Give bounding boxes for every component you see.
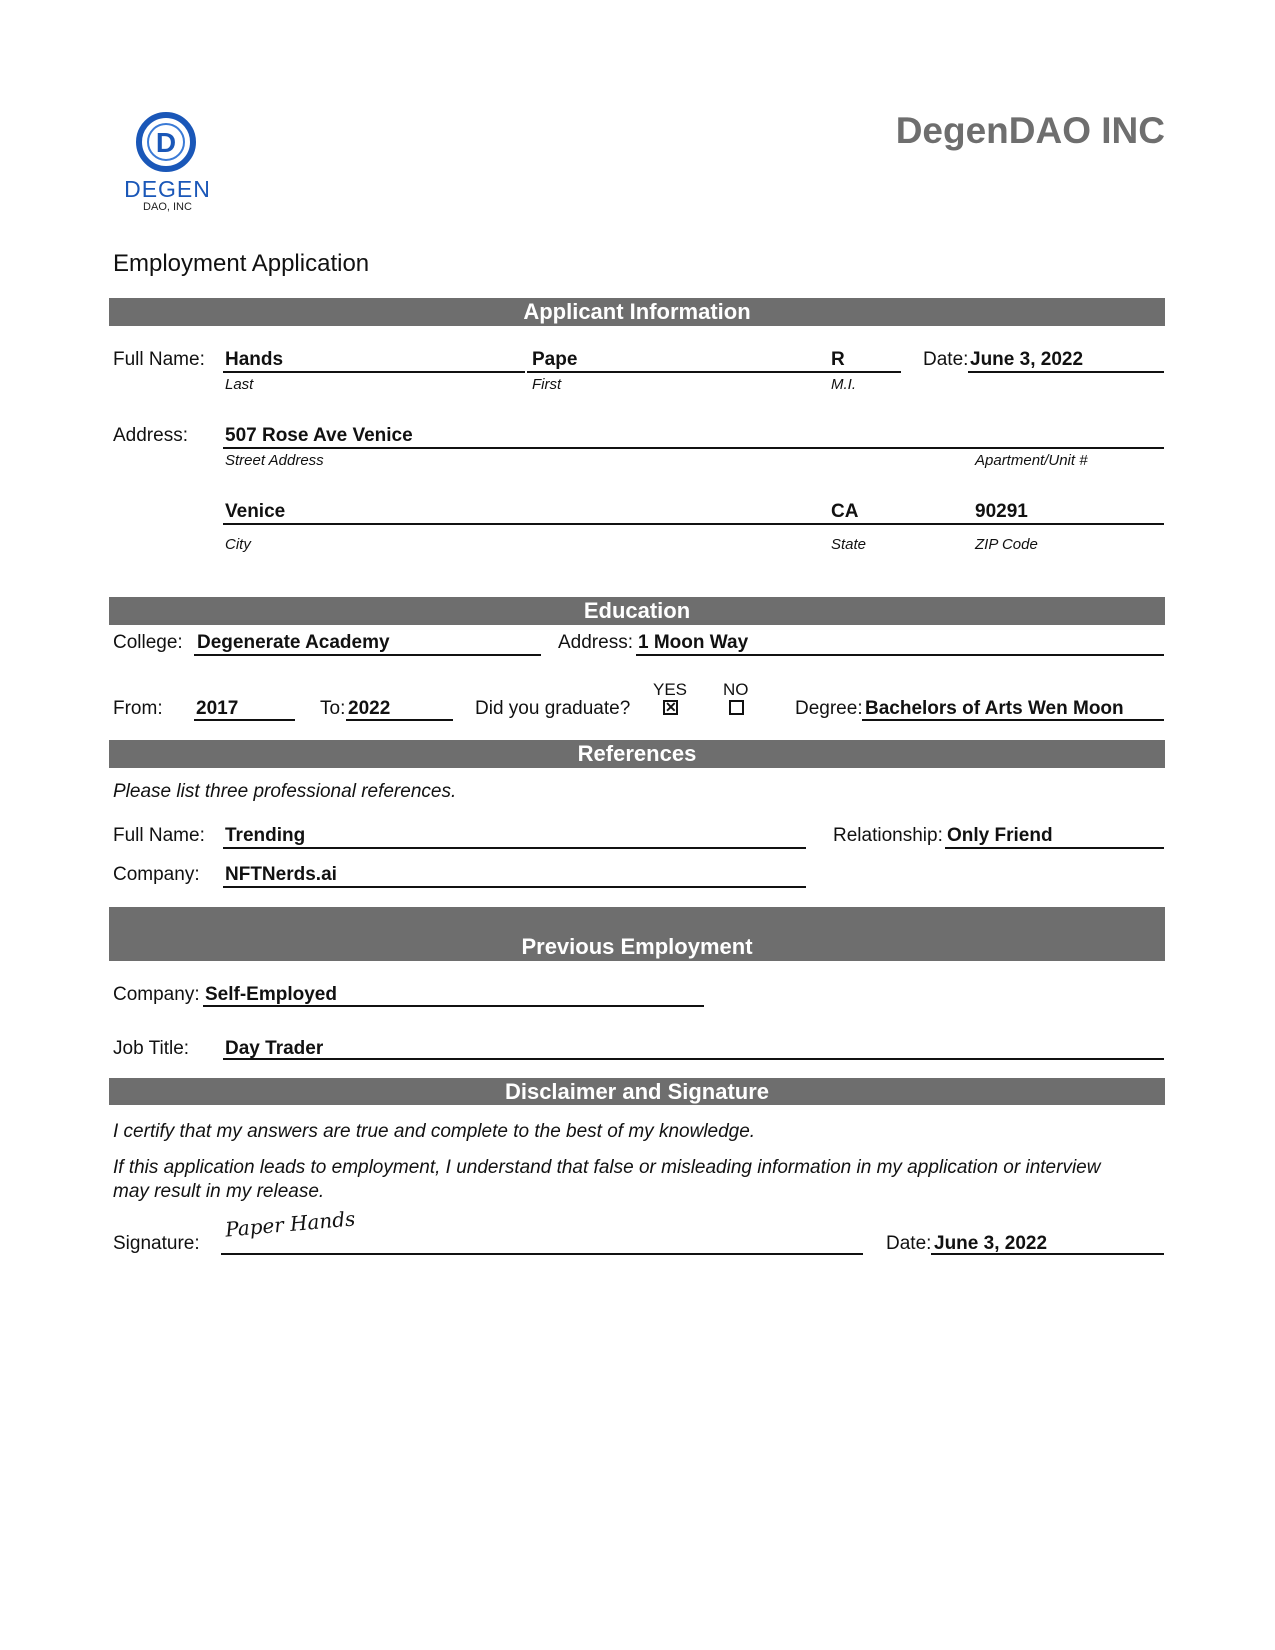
- date-value[interactable]: June 3, 2022: [970, 349, 1084, 370]
- job-title-value[interactable]: Day Trader: [225, 1038, 324, 1059]
- mi-value[interactable]: R: [831, 349, 845, 370]
- last-sublabel: Last: [225, 376, 254, 393]
- ref-full-name-value[interactable]: Trending: [225, 825, 306, 846]
- signature-date-label: Date:: [886, 1233, 932, 1254]
- to-label: To:: [320, 698, 346, 719]
- college-value[interactable]: Degenerate Academy: [197, 632, 390, 653]
- zip-value[interactable]: 90291: [975, 501, 1028, 522]
- section-disclaimer: Disclaimer and Signature: [109, 1078, 1165, 1105]
- prev-company-value[interactable]: Self-Employed: [205, 984, 337, 1005]
- graduate-no-checkbox[interactable]: [729, 700, 744, 715]
- college-address-label: Address:: [558, 632, 633, 653]
- degree-label: Degree:: [795, 698, 863, 719]
- to-value[interactable]: 2022: [348, 698, 391, 719]
- street-sublabel: Street Address: [225, 452, 324, 469]
- mi-line: [829, 371, 901, 373]
- last-name-value[interactable]: Hands: [225, 349, 284, 370]
- street-value[interactable]: 507 Rose Ave Venice: [225, 425, 413, 446]
- from-value[interactable]: 2017: [196, 698, 239, 719]
- first-name-value[interactable]: Pape: [532, 349, 578, 370]
- graduate-yes-checkbox[interactable]: [663, 700, 678, 715]
- prev-company-label: Company:: [113, 984, 200, 1005]
- first-sublabel: First: [532, 376, 562, 393]
- city-value[interactable]: Venice: [225, 501, 286, 522]
- checkbox-check-icon: ✕: [665, 699, 677, 715]
- graduate-label: Did you graduate?: [475, 698, 631, 719]
- signature-date-line: [931, 1253, 1164, 1255]
- college-line: [194, 654, 541, 656]
- date-label: Date:: [923, 349, 969, 370]
- disclaimer-text-2: If this application leads to employment, I understand that false or misleading information in my application or interview may result in my release.: [113, 1157, 1101, 1202]
- first-name-line: [527, 371, 829, 373]
- city-state-zip-line: [223, 523, 1164, 525]
- ref-company-line: [223, 886, 806, 888]
- city-sublabel: City: [225, 536, 251, 553]
- from-label: From:: [113, 698, 163, 719]
- from-line: [194, 719, 295, 721]
- full-name-label: Full Name:: [113, 349, 205, 370]
- disclaimer-text-1: I certify that my answers are true and complete to the best of my knowledge.: [113, 1121, 756, 1142]
- logo-subtext: DAO, INC: [143, 201, 192, 213]
- street-line: [223, 447, 1164, 449]
- last-name-line: [223, 371, 525, 373]
- ref-company-value[interactable]: NFTNerds.ai: [225, 864, 337, 885]
- ref-company-label: Company:: [113, 864, 200, 885]
- ref-full-name-label: Full Name:: [113, 825, 205, 846]
- relationship-line: [945, 847, 1164, 849]
- degree-line: [862, 719, 1164, 721]
- college-address-value[interactable]: 1 Moon Way: [638, 632, 749, 653]
- prev-company-line: [203, 1005, 704, 1007]
- signature-label: Signature:: [113, 1233, 200, 1254]
- logo-letter: D: [155, 127, 177, 158]
- state-sublabel: State: [831, 536, 867, 553]
- signature-value[interactable]: Paper Hands: [224, 1206, 357, 1242]
- zip-sublabel: ZIP Code: [975, 536, 1038, 553]
- job-title-line: [223, 1058, 1164, 1060]
- company-logo: [110, 112, 225, 222]
- ref-full-name-line: [223, 847, 806, 849]
- section-education: Education: [109, 597, 1165, 625]
- college-label: College:: [113, 632, 183, 653]
- section-references: References: [109, 740, 1165, 768]
- relationship-value[interactable]: Only Friend: [947, 825, 1053, 846]
- section-applicant-information: Applicant Information: [109, 298, 1165, 326]
- signature-line: [221, 1253, 863, 1255]
- section-previous-employment: Previous Employment: [109, 907, 1165, 961]
- mi-sublabel: M.I.: [831, 376, 856, 393]
- relationship-label: Relationship:: [833, 825, 943, 846]
- address-label: Address:: [113, 425, 188, 446]
- page-title: Employment Application: [113, 250, 370, 277]
- apt-sublabel: Apartment/Unit #: [975, 452, 1088, 469]
- college-address-line: [636, 654, 1164, 656]
- degree-value[interactable]: Bachelors of Arts Wen Moon: [865, 698, 1124, 719]
- references-intro: Please list three professional references.: [113, 781, 457, 802]
- to-line: [346, 719, 453, 721]
- state-value[interactable]: CA: [831, 501, 859, 522]
- no-label: NO: [723, 680, 749, 699]
- logo-text: DEGEN: [124, 176, 211, 202]
- company-name: DegenDAO INC: [895, 110, 1165, 151]
- signature-date-value[interactable]: June 3, 2022: [934, 1233, 1048, 1254]
- date-line: [968, 371, 1164, 373]
- yes-label: YES: [653, 680, 688, 699]
- job-title-label: Job Title:: [113, 1038, 190, 1059]
